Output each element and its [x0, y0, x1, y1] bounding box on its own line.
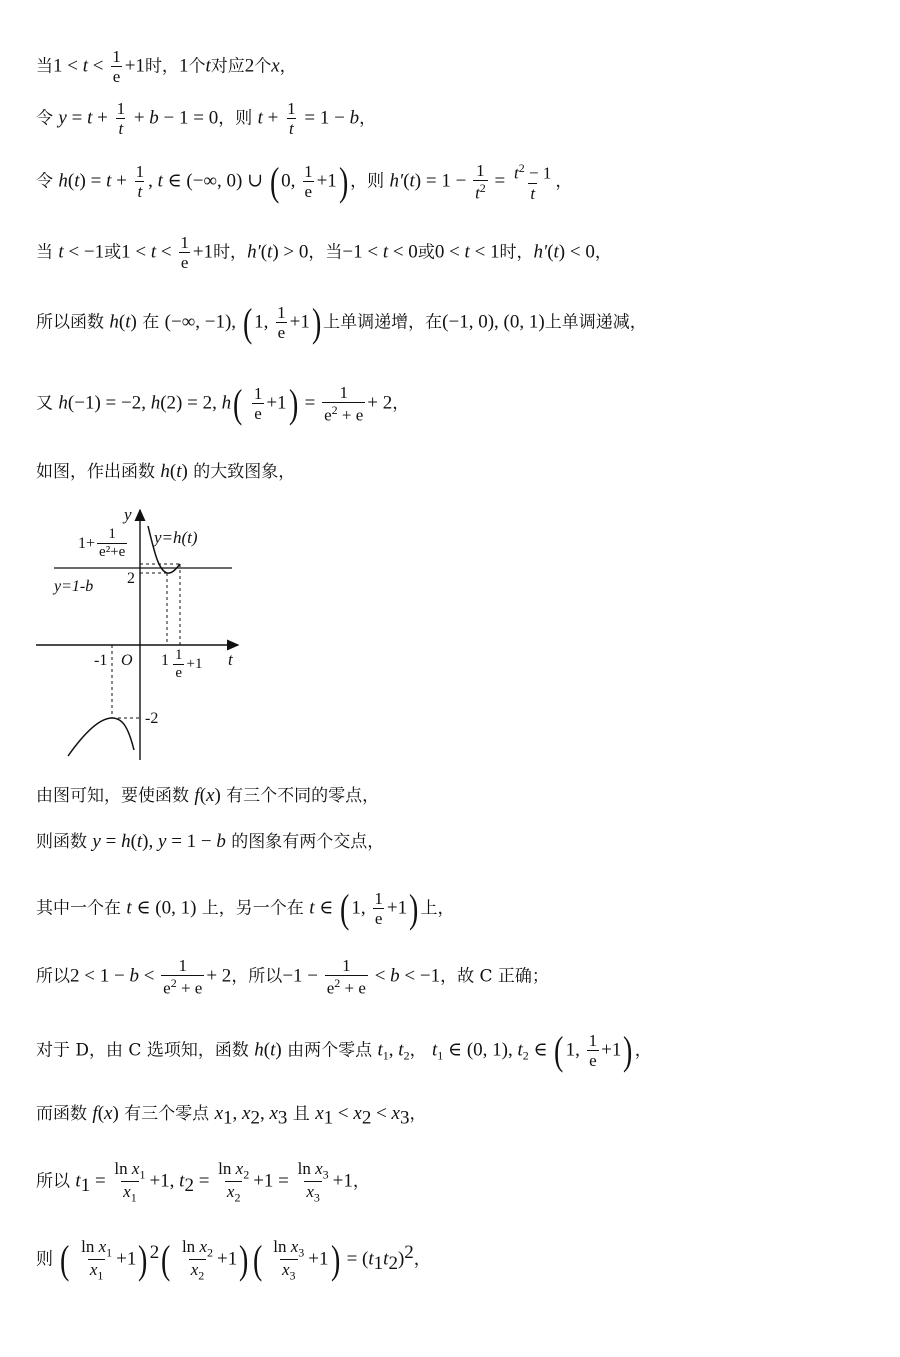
solution-line-13: 而函数 f(x) 有三个零点 $x_1$, $x_2$, $x_3$ 且 $x_1 < x_2 < x_3$， — [36, 1103, 427, 1129]
graph-top-label: 1+ $\frac{1}{\text{e²+e}}$ — [78, 526, 126, 560]
solution-line-6: 又 h(−1) = −2, h(2) = 2, h( $\frac{1}{e}$ +1) = $\frac{1}{e^2 + e}$ + 2， — [36, 381, 410, 427]
solution-line-14: 所以 $t_1$ = $\frac{\ln x_1}{x_1}$ +1, $t_2$ = $\frac{\ln x_2}{x_2}$ +1 = $\frac{\ln x_3}{x_3}$ +1， — [36, 1159, 370, 1205]
solution-line-1: 当1 < t < $\frac{1}{e}$ +1时，1个t对应2个x， — [36, 47, 297, 86]
graph-curve-label: y=h(t) — [154, 528, 198, 547]
solution-line-15: 则 ( $\frac{\ln x_1}{x_1}$ +1) $^2$( $\frac{\ln x_2}{x_2}$ +1)( $\frac{\ln x_3}{x_3}$ $+1) = (t_1t_2)^2$， — [36, 1236, 431, 1283]
graph-t-axis-label: t — [228, 650, 233, 669]
curve-left-branch — [68, 718, 134, 756]
solution-line-12: 对于 D，由 C 选项知，函数 h(t) 由两个零点 $t_1$, $t_2$， $t_1$ ∈ (0, 1), $t_2$ ∈ ( 1, $\frac{1}{e}$ +1) ， — [36, 1027, 652, 1073]
graph-tick-1: 1 — [161, 652, 169, 669]
solution-line-4: 当 t < −1或1 < t < $\frac{1}{e}$ +1时，h′(t) > 0，当−1 < t < 0或0 < t < 1时，h′(t) < 0， — [36, 233, 612, 272]
graph-y-axis-label: y — [124, 505, 132, 524]
solution-line-7: 如图，作出函数 h(t) 的大致图象， — [36, 461, 296, 482]
graph-origin-label: O — [121, 652, 133, 669]
graph-tick-neg1: -1 — [94, 652, 108, 669]
graph-tick-neg2: -2 — [145, 710, 159, 727]
graph-tick-2: 2 — [127, 570, 135, 587]
solution-line-9: 则函数 y = h(t), y = 1 − b 的图象有两个交点， — [36, 831, 385, 852]
solution-line-5: 所以函数 h(t) 在 (−∞, −1), ( 1, $\frac{1}{e}$ +1) 上单调递增，在(−1, 0), (0, 1)上单调递减， — [36, 299, 647, 345]
solution-line-10: 其中一个在 t ∈ (0, 1) 上，另一个在 t ∈ ( 1, $\frac{1}{e}$ +1) 上， — [36, 885, 455, 931]
solution-line-11: 所以2 < 1 − b < $\frac{1}{e^2 + e}$ + 2，所以−1 − $\frac{1}{e^2 + e}$ < b < −1，故 C 正确； — [36, 956, 549, 998]
solution-line-2: 令 y = t + $\frac{1}{t}$ + b − 1 = 0，则 t + $\frac{1}{t}$ = 1 − b， — [36, 99, 377, 138]
solution-line-8: 由图可知，要使函数 f(x) 有三个不同的零点， — [36, 785, 380, 806]
function-graph — [30, 500, 250, 770]
graph-line-label: y=1-b — [54, 578, 94, 595]
solution-line-3: 令 h(t) = t + $\frac{1}{t}$ , t ∈ (−∞, 0) ∪ ( 0, $\frac{1}{e}$ +1) ，则 h′(t) = 1 − $\frac{1}{t^2}$ = $\frac{t^2 - 1}{t}$ ， — [36, 159, 573, 205]
graph-x-label: $\frac{1}{e}$ +1 — [175, 647, 203, 681]
